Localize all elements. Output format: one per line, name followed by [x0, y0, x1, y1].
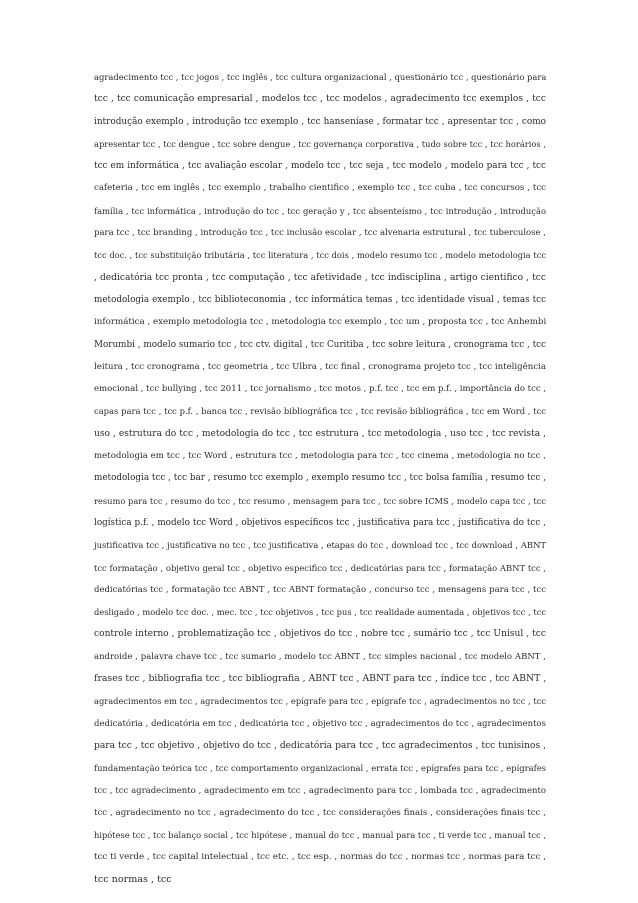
text-line: informática , exemplo metodologia tcc , metodologia tcc exemplo , tcc um , proposta tcc , tcc Anhembi — [94, 317, 547, 328]
text-line: logística p.f. , modelo tcc Word , objetivos específicos tcc , justificativa para tcc , justificativa do tcc , — [94, 517, 546, 528]
text-line: justificativa tcc , justificativa no tcc , tcc justificativa , etapas do tcc , download tcc , tcc download , ABNT — [94, 540, 546, 551]
text-line: androide , palavra chave tcc , tcc sumario , modelo tcc ABNT , tcc simples nacional , tcc modelo ABNT , — [94, 651, 546, 662]
text-line: tcc , agradecimento no tcc , agradecimento do tcc , tcc considerações finais , considerações finais tcc , — [94, 807, 546, 818]
text-line: tcc normas , tcc — [94, 873, 172, 885]
text-line: capas para tcc , tcc p.f. , banca tcc , revisão bibliográfica tcc , tcc revisão bibliográfica , tcc em Word , tcc — [94, 406, 546, 417]
text-line: leitura , tcc cronograma , tcc geometria , tcc Ulbra , tcc final , cronograma projeto tcc , tcc inteligência — [94, 361, 546, 372]
text-line: família , tcc informática , introdução do tcc , tcc geração y , tcc absenteísmo , tcc introdução , introdução — [94, 205, 546, 216]
text-line: agradecimentos em tcc , agradecimentos tcc , epígrafe para tcc , epígrafe tcc , agradecimentos no tcc , tcc — [94, 696, 546, 707]
body-paragraph — [94, 66, 546, 891]
text-line: hipótese tcc , tcc balanço social , tcc hipótese , manual do tcc , manual para tcc , ti verde tcc , manual tcc , — [94, 830, 546, 841]
text-line: uso , estrutura do tcc , metodologia do tcc , tcc estrutura , tcc metodologia , uso tcc , tcc revista , — [94, 428, 546, 439]
text-line: tcc , tcc agradecimento , agradecimento em tcc , agradecimento para tcc , lombada tcc , agradecimento — [94, 785, 546, 796]
text-line: , dedicatória tcc pronta , tcc computação , tcc afetividade , tcc indisciplina , artigo cientifico , tcc — [94, 272, 546, 283]
text-line: metodologia tcc , tcc bar , resumo tcc exemplo , exemplo resumo tcc , tcc bolsa família , resumo tcc , — [94, 473, 546, 484]
text-line: para tcc , tcc branding , introdução tcc , tcc inclusão escolar , tcc alvenaria estrutural , tcc tuberculose , — [94, 228, 546, 239]
text-line: metodologia exemplo , tcc biblioteconomia , tcc informática temas , tcc identidade visual , temas tcc — [94, 294, 546, 305]
text-line: tcc , tcc comunicação empresarial , modelos tcc , tcc modelos , agradecimento tcc exemplos , tcc — [94, 94, 546, 105]
text-line: dedicatórias tcc , formatação tcc ABNT , tcc ABNT formatação , concurso tcc , mensagens para tcc , tcc — [94, 584, 546, 595]
text-line: Morumbi , modelo sumario tcc , tcc ctv. digital , tcc Curitiba , tcc sobre leitura , cronograma tcc , tcc — [94, 339, 546, 350]
text-line: fundamentação teórica tcc , tcc comportamento organizacional , errata tcc , epígrafes para tcc , epígrafes — [94, 763, 546, 774]
text-line: frases tcc , bibliografia tcc , tcc bibliografia , ABNT tcc , ABNT para tcc , índice tcc , tcc ABNT , — [94, 673, 547, 685]
text-line: tcc ti verde , tcc capital intelectual , tcc etc. , tcc esp. , normas do tcc , normas tcc , normas para tcc , — [94, 852, 546, 863]
text-line: apresentar tcc , tcc dengue , tcc sobre dengue , tcc governança corporativa , tudo sobre tcc , tcc horários , — [94, 138, 546, 149]
text-line: metodologia em tcc , tcc Word , estrutura tcc , metodologia para tcc , tcc cinema , metodologia no tcc , — [94, 451, 546, 462]
text-line: controle interno , problematização tcc , objetivos do tcc , nobre tcc , sumário tcc , tcc Unisul , tcc — [94, 629, 546, 640]
text-line: para tcc , tcc objetivo , objetivo do tcc , dedicatória para tcc , tcc agradecimentos , tcc tunisinos , — [94, 740, 546, 751]
text-line: resumo para tcc , resumo do tcc , tcc resumo , mensagem para tcc , tcc sobre ICMS , modelo capa tcc , tcc — [94, 495, 546, 506]
text-line: tcc doc. , tcc substituição tributária , tcc literatura , tcc dois , modelo resumo tcc , modelo metodologia tcc — [94, 250, 546, 261]
text-line: tcc em informática , tcc avaliação escolar , modelo tcc , tcc seja , tcc modelo , modelo para tcc , tcc — [94, 161, 546, 172]
text-line: tcc formatação , objetivo geral tcc , objetivo especifico tcc , dedicatórias para tcc , formatação ABNT tcc , — [94, 562, 546, 573]
text-line: desligado , modelo tcc doc. , mec. tcc , tcc objetivos , tcc pus , tcc realidade aumentada , objetivos tcc , tcc — [94, 607, 546, 618]
text-line: emocional , tcc bullying , tcc 2011 , tcc jornalismo , tcc motos , p.f. tcc , tcc em p.f. , importância do tcc , — [94, 384, 546, 395]
text-line: dedicatória , dedicatória em tcc , dedicatória tcc , objetivo tcc , agradecimentos do tcc , agradecimentos — [94, 718, 546, 729]
text-line: agradecimento tcc , tcc jogos , tcc inglês , tcc cultura organizacional , questionário tcc , questionário para — [94, 72, 547, 82]
text-line: cafeteria , tcc em inglês , tcc exemplo , trabalho cientifico , exemplo tcc , tcc cuba , tcc concursos , tcc — [94, 183, 546, 194]
text-line: introdução exemplo , introdução tcc exemplo , tcc hanseníase , formatar tcc , apresentar tcc , como — [94, 116, 546, 127]
